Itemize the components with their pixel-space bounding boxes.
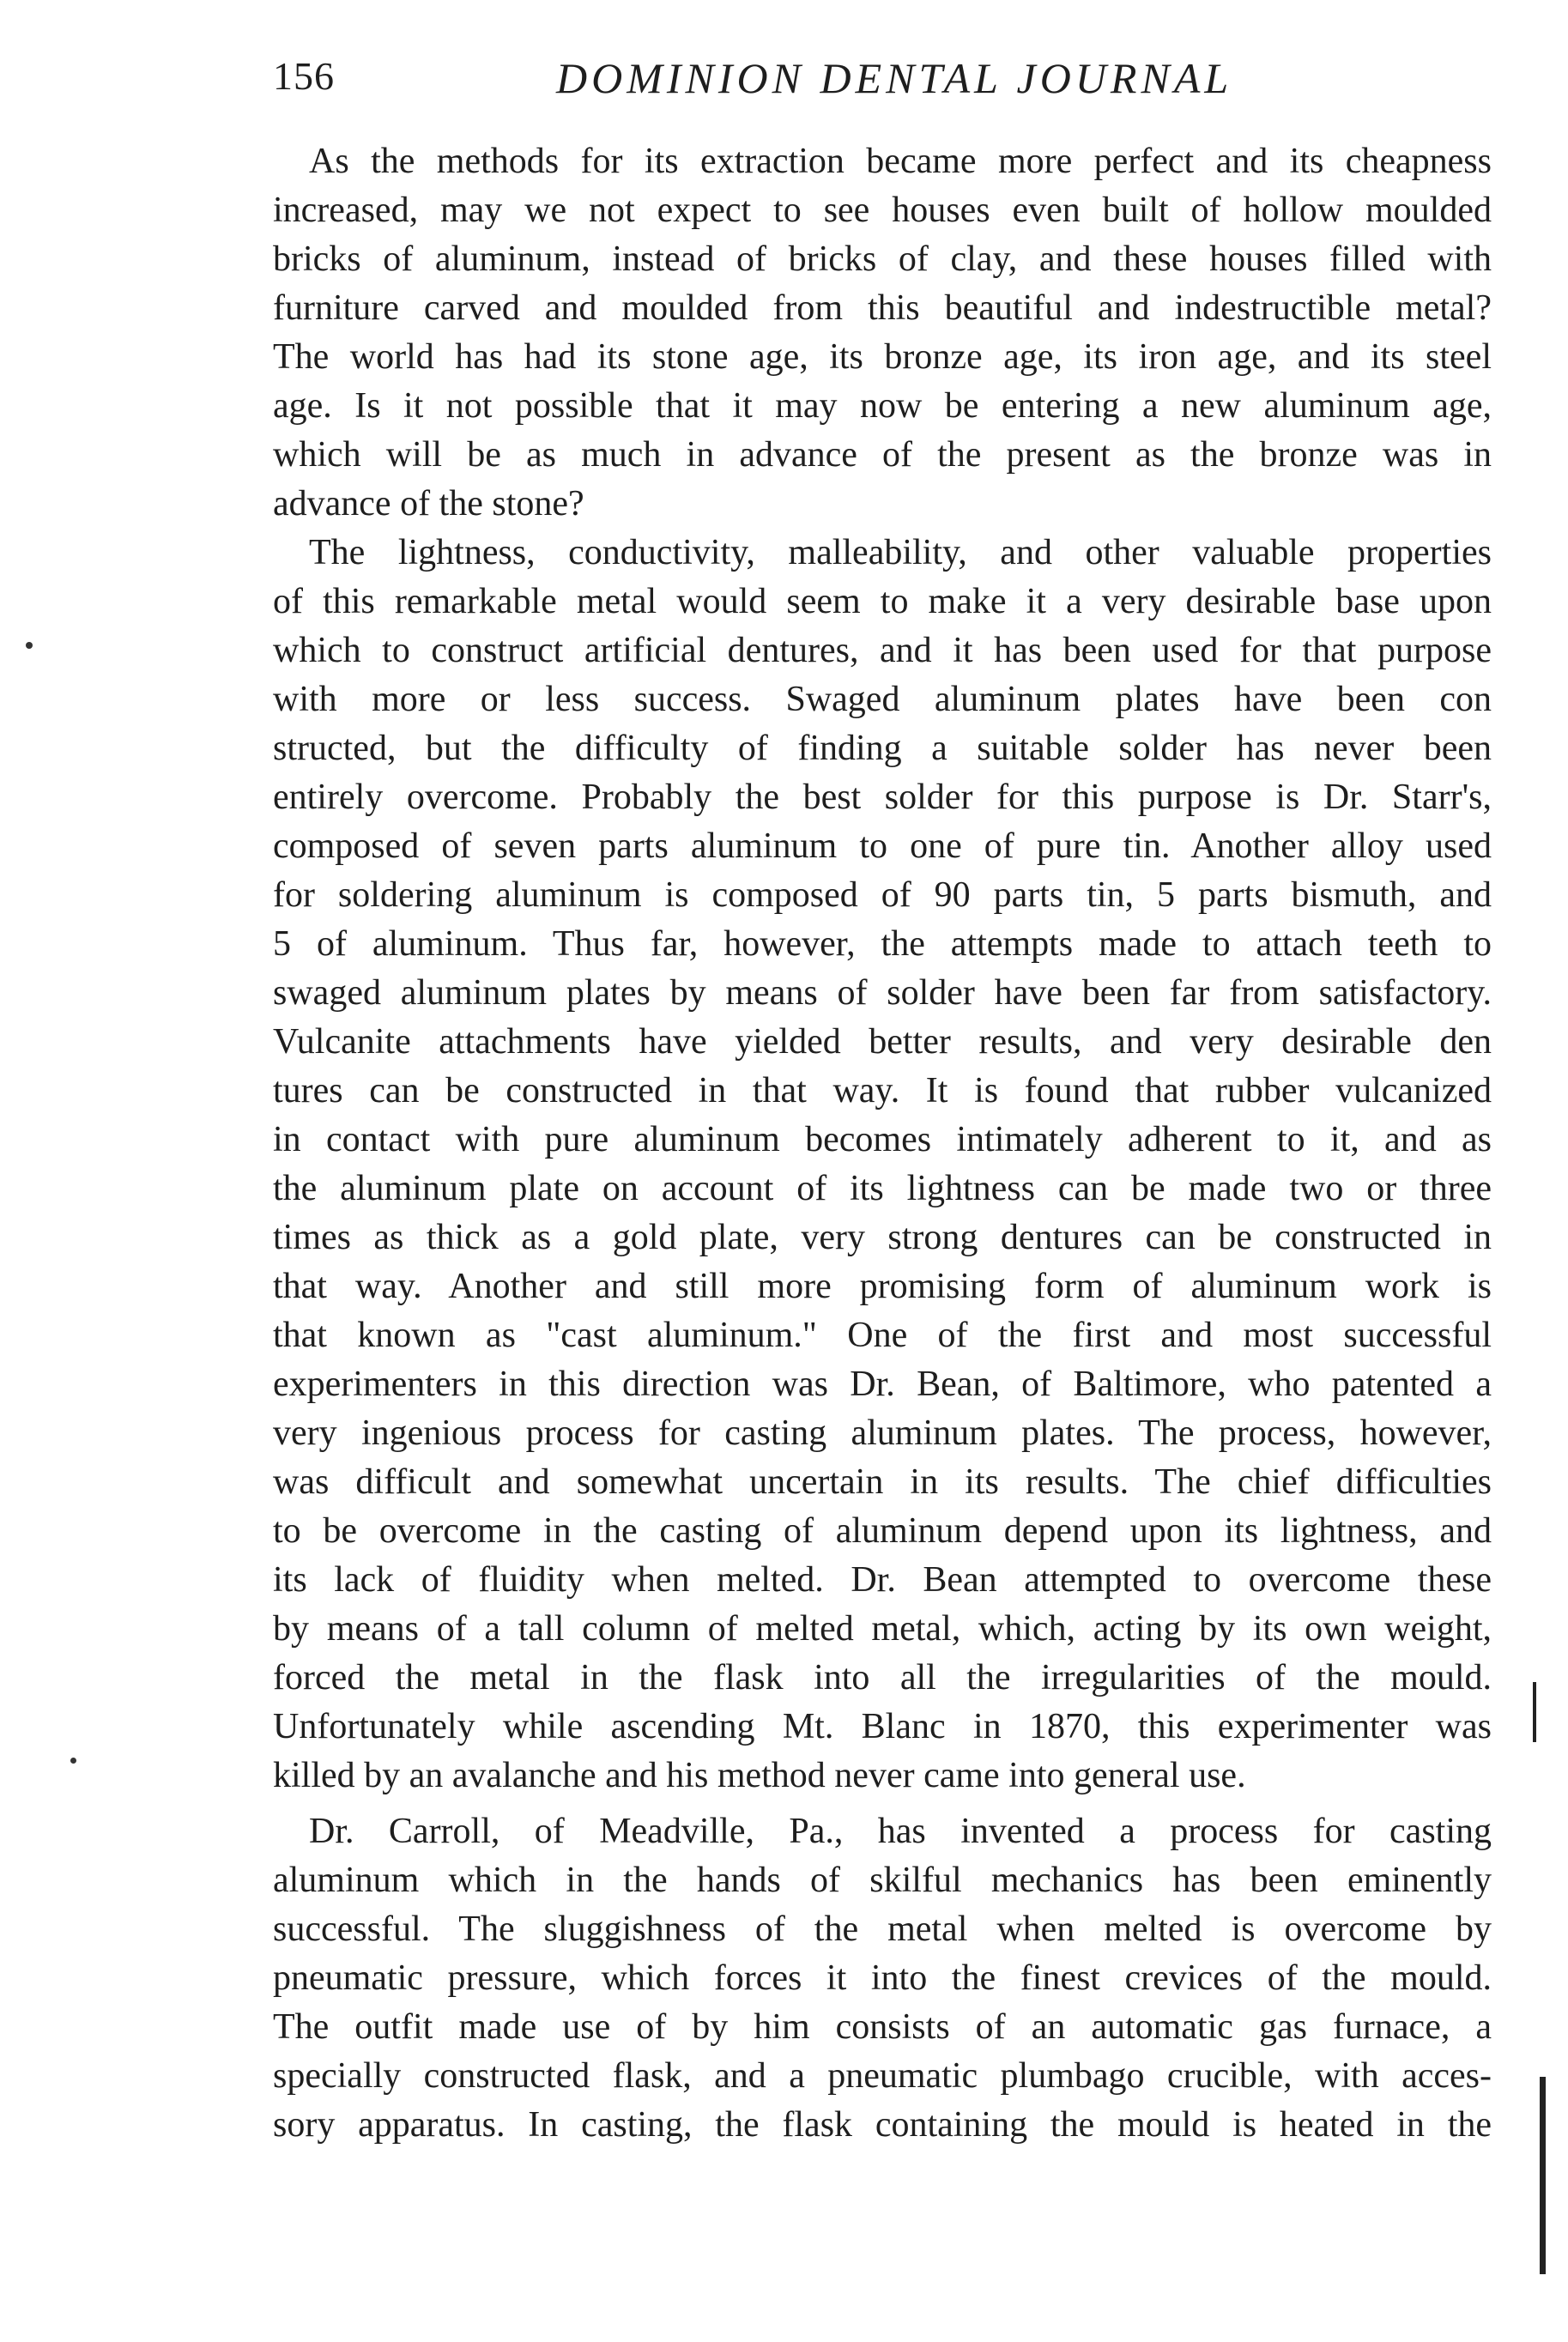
text-line: forced the metal in the flask into all the irregularities of the mould.	[273, 1658, 1492, 1697]
text-line: with more or less success. Swaged aluminum plates have been con	[273, 680, 1492, 719]
text-line: very ingenious process for casting aluminum plates. The process, however,	[273, 1413, 1492, 1453]
text-line: its lack of fluidity when melted. Dr. Bean attempted to overcome these	[273, 1560, 1492, 1600]
text-line: entirely overcome. Probably the best solder for this purpose is Dr. Starr's,	[273, 778, 1492, 817]
text-line: that known as "cast aluminum." One of the first and most successful	[273, 1316, 1492, 1355]
text-line: specially constructed flask, and a pneumatic plumbago crucible, with acces-	[273, 2056, 1492, 2096]
text-line: swaged aluminum plates by means of solder have been far from satisfactory.	[273, 973, 1492, 1013]
text-line: killed by an avalanche and his method never came into general use.	[273, 1756, 1246, 1795]
text-line: was difficult and somewhat uncertain in its results. The chief difficulties	[273, 1462, 1492, 1502]
scan-margin-line	[1540, 2077, 1546, 2274]
text-line: composed of seven parts aluminum to one of pure tin. Another alloy used	[273, 826, 1492, 866]
text-line: Vulcanite attachments have yielded better results, and very desirable den	[273, 1022, 1492, 1062]
text-line: The outfit made use of by him consists of an automatic gas furnace, a	[273, 2007, 1492, 2047]
text-line: The lightness, conductivity, malleability, and other valuable properties	[309, 533, 1492, 572]
text-line: increased, may we not expect to see houses even built of hollow moulded	[273, 191, 1492, 230]
text-line: age. Is it not possible that it may now be entering a new aluminum age,	[273, 386, 1492, 426]
scan-speck	[70, 1758, 76, 1764]
text-line: of this remarkable metal would seem to make it a very desirable base upon	[273, 582, 1492, 621]
page-header	[273, 53, 1492, 122]
text-line: by means of a tall column of melted metal, which, acting by its own weight,	[273, 1609, 1492, 1649]
text-line: advance of the stone?	[273, 484, 584, 523]
scan-speck	[26, 642, 33, 649]
text-line: times as thick as a gold plate, very strong dentures can be constructed in	[273, 1218, 1492, 1257]
text-line: aluminum which in the hands of skilful mechanics has been eminently	[273, 1861, 1492, 1900]
text-line: tures can be constructed in that way. It is found that rubber vulcanized	[273, 1071, 1492, 1110]
text-line: bricks of aluminum, instead of bricks of clay, and these houses filled with	[273, 239, 1492, 279]
text-line: As the methods for its extraction became more perfect and its cheapness	[309, 142, 1492, 181]
text-line: experimenters in this direction was Dr. Bean, of Baltimore, who patented a	[273, 1365, 1492, 1404]
text-line: for soldering aluminum is composed of 90 parts tin, 5 parts bismuth, and	[273, 875, 1492, 915]
paragraph-2	[273, 529, 1492, 1800]
text-line: structed, but the difficulty of finding a suitable solder has never been	[273, 729, 1492, 768]
article-body	[273, 137, 1492, 2150]
text-line: sory apparatus. In casting, the flask containing the mould is heated in the	[273, 2105, 1492, 2145]
scan-margin-line	[1533, 1682, 1536, 1742]
text-line: that way. Another and still more promising form of aluminum work is	[273, 1267, 1492, 1306]
journal-title: DOMINION DENTAL JOURNAL	[556, 54, 1233, 102]
text-line: 5 of aluminum. Thus far, however, the attempts made to attach teeth to	[273, 924, 1492, 964]
text-line: The world has had its stone age, its bronze age, its iron age, and its steel	[273, 337, 1492, 377]
text-line: Dr. Carroll, of Meadville, Pa., has invented a process for casting	[309, 1812, 1492, 1851]
page-number: 156	[273, 54, 335, 98]
paragraph-3	[273, 1807, 1492, 2150]
paragraph-gap	[273, 1800, 1492, 1807]
text-line: to be overcome in the casting of aluminum depend upon its lightness, and	[273, 1511, 1492, 1551]
text-line: in contact with pure aluminum becomes intimately adherent to it, and as	[273, 1120, 1492, 1159]
text-line: successful. The sluggishness of the metal when melted is overcome by	[273, 1909, 1492, 1949]
text-line: pneumatic pressure, which forces it into the finest crevices of the mould.	[273, 1958, 1492, 1998]
text-line: furniture carved and moulded from this beautiful and indestructible metal?	[273, 288, 1492, 328]
paragraph-1	[273, 137, 1492, 529]
text-line: Unfortunately while ascending Mt. Blanc in 1870, this experimenter was	[273, 1707, 1492, 1746]
text-line: the aluminum plate on account of its lightness can be made two or three	[273, 1169, 1492, 1208]
text-line: which will be as much in advance of the present as the bronze was in	[273, 435, 1492, 475]
text-line: which to construct artificial dentures, and it has been used for that purpose	[273, 631, 1492, 670]
